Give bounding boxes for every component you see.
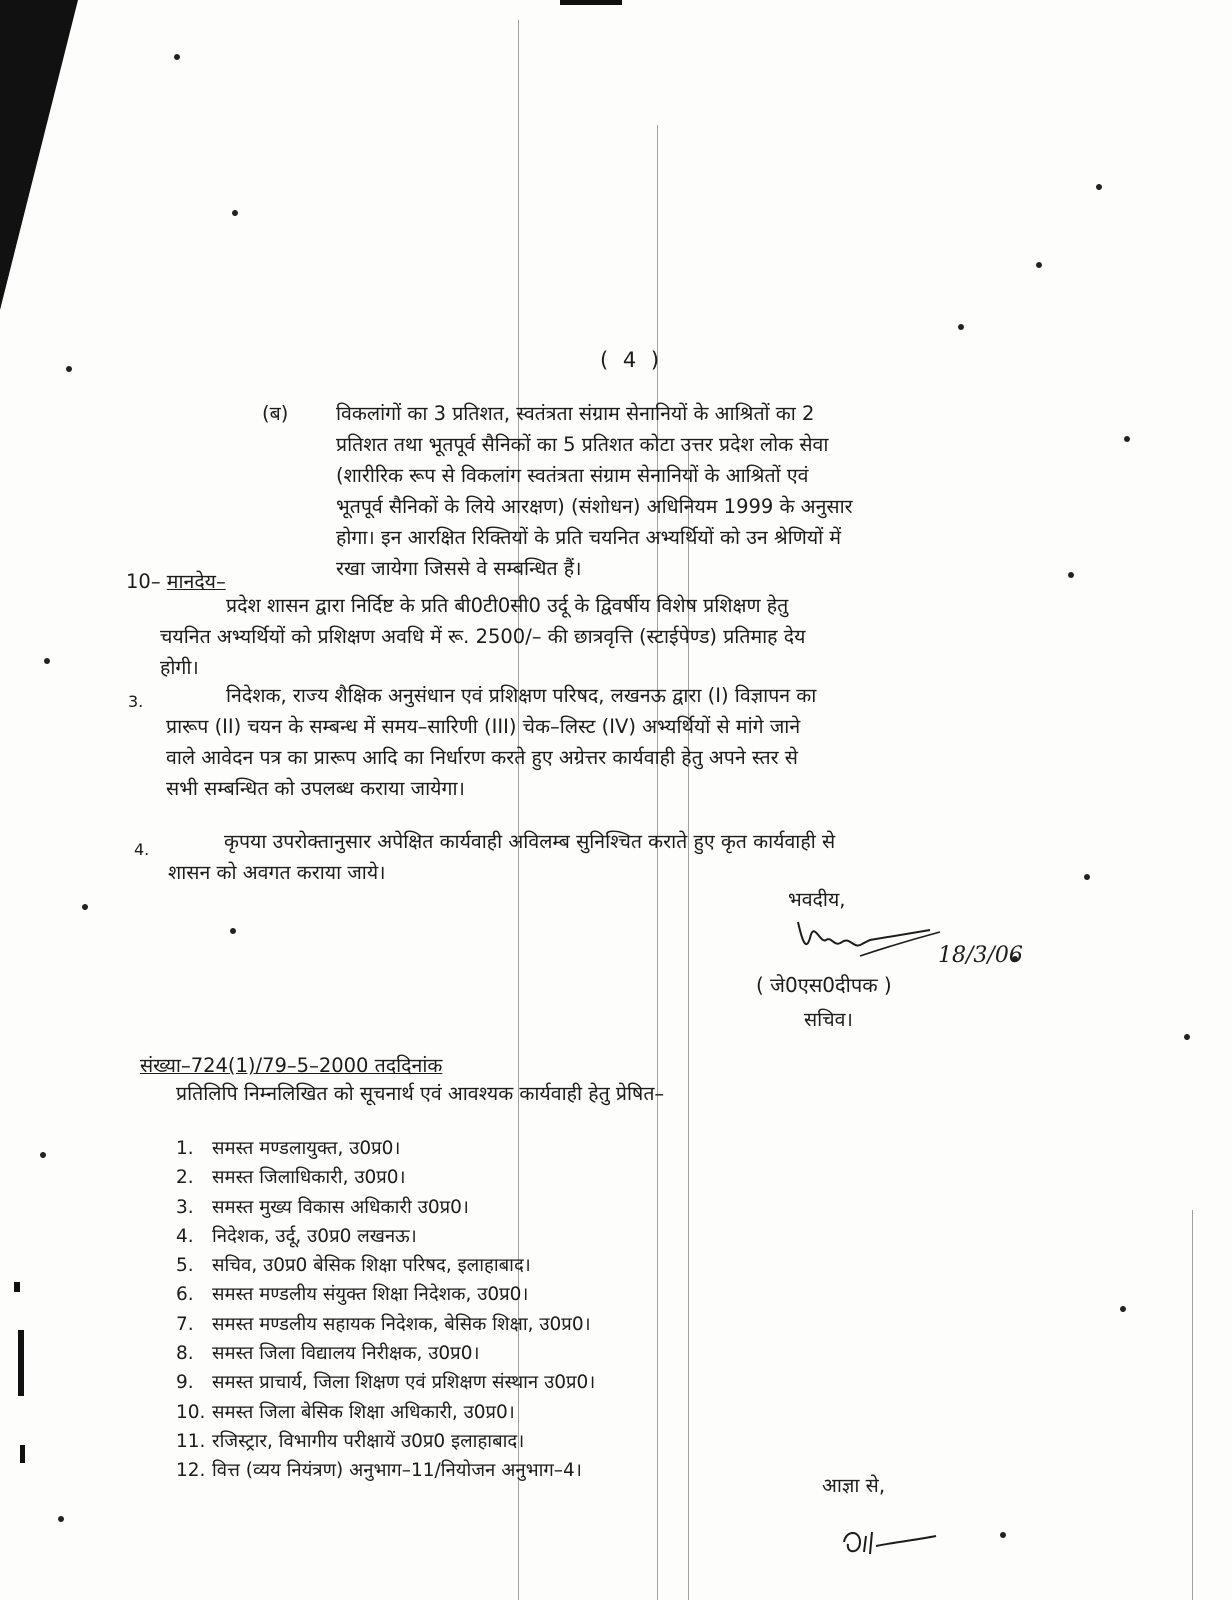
text-line: होगी। <box>160 656 199 679</box>
para-4-text <box>168 826 835 888</box>
scan-speck <box>1096 184 1102 190</box>
scan-mark <box>14 1282 20 1292</box>
fold-line <box>1192 1210 1193 1600</box>
list-item <box>176 1427 595 1456</box>
item-number: 11. <box>176 1430 206 1452</box>
section-number: 10– <box>126 570 161 593</box>
list-item <box>176 1193 595 1222</box>
text-line: प्रारूप (II) चयन के सम्बन्ध में समय–सारिणी (III) चेक–लिस्ट (IV) अभ्यर्थियों से मांगे जाने <box>166 715 801 738</box>
item-number: 6. <box>176 1284 194 1306</box>
text-line: शासन को अवगत कराया जाये। <box>168 861 386 884</box>
order-line: आज्ञा से, <box>822 1474 886 1497</box>
item-number: 5. <box>176 1255 194 1277</box>
scan-speck <box>1000 1532 1006 1538</box>
page-number: ( 4 ) <box>600 348 664 372</box>
text-line: चयनित अभ्यर्थियों को प्रशिक्षण अवधि में रू. 2500/– की छात्रवृत्ति (स्टाईपेण्ड) प्रतिमाह देय <box>160 625 806 648</box>
para-b-text <box>336 398 853 584</box>
list-item <box>176 1134 595 1163</box>
item-number: 12. <box>176 1460 206 1482</box>
item-number: 8. <box>176 1343 194 1365</box>
scan-speck <box>1084 874 1090 880</box>
scan-speck <box>230 928 236 934</box>
item-text: सचिव, उ0प्र0 बेसिक शिक्षा परिषद, इलाहाबाद। <box>212 1255 531 1277</box>
text-line: प्रदेश शासन द्वारा निर्दिष्ट के प्रति बी0टी0सी0 उर्दू के द्विवर्षीय विशेष प्रशिक्षण हेतु <box>226 594 789 617</box>
scan-shadow <box>0 0 78 310</box>
scan-speck <box>232 210 238 216</box>
para-3-number: 3. <box>128 692 144 711</box>
scan-speck <box>1036 262 1042 268</box>
signatory-designation: सचिव। <box>804 1008 853 1031</box>
copy-recipient-list <box>176 1134 595 1486</box>
text-line: सभी सम्बन्धित को उपलब्ध कराया जायेगा। <box>166 777 465 800</box>
list-item <box>176 1163 595 1192</box>
item-text: निदेशक, उर्दू, उ0प्र0 लखनऊ। <box>212 1225 417 1247</box>
item-text: समस्त जिला विद्यालय निरीक्षक, उ0प्र0। <box>212 1343 480 1365</box>
scan-speck <box>958 324 964 330</box>
list-item <box>176 1339 595 1368</box>
text-line: (शारीरिक रूप से विकलांग स्वतंत्रता संग्राम सेनानियों के आश्रितों एवं <box>336 464 809 487</box>
copy-intro: प्रतिलिपि निम्नलिखित को सूचनार्थ एवं आवश्यक कार्यवाही हेतु प्रेषित– <box>176 1082 665 1105</box>
signature-date: 18/3/06 <box>938 943 1023 968</box>
reference-number <box>140 1050 442 1081</box>
item-text: समस्त जिला बेसिक शिक्षा अधिकारी, उ0प्र0। <box>212 1401 515 1423</box>
item-number: 4. <box>176 1225 194 1247</box>
scan-speck <box>1184 1034 1190 1040</box>
item-text: समस्त मण्डलीय सहायक निदेशक, बेसिक शिक्षा, उ0प्र0। <box>212 1313 591 1335</box>
scan-mark <box>560 0 622 5</box>
item-number: 10. <box>176 1401 206 1423</box>
list-item <box>176 1222 595 1251</box>
scan-speck <box>174 54 180 60</box>
scan-speck <box>1068 572 1074 578</box>
list-item <box>176 1456 595 1485</box>
para-4-number: 4. <box>134 840 150 859</box>
item-number: 2. <box>176 1167 194 1189</box>
item-text: समस्त प्राचार्य, जिला शिक्षण एवं प्रशिक्षण संस्थान उ0प्र0। <box>212 1372 596 1394</box>
item-text: समस्त मण्डलायुक्त, उ0प्र0। <box>212 1138 401 1159</box>
text-line: वाले आवेदन पत्र का प्रारूप आदि का निर्धारण करते हुए अग्रेत्तर कार्यवाही हेतु अपने स्तर से <box>166 746 798 769</box>
initials-icon <box>836 1522 946 1562</box>
item-text: समस्त मण्डलीय संयुक्त शिक्षा निदेशक, उ0प्र0। <box>212 1284 529 1306</box>
reference-text: संख्या–724(1)/79–5–2000 तददिनांक <box>140 1054 443 1077</box>
item-text: वित्त (व्यय नियंत्रण) अनुभाग–11/नियोजन अनुभाग–4। <box>212 1460 582 1482</box>
text-line: निदेशक, राज्य शैक्षिक अनुसंधान एवं प्रशिक्षण परिषद, लखनऊ द्वारा (I) विज्ञापन का <box>226 684 817 707</box>
item-number: 1. <box>176 1138 194 1159</box>
text-line: कृपया उपरोक्तानुसार अपेक्षित कार्यवाही अविलम्ब सुनिश्चित कराते हुए कृत कार्यवाही से <box>224 830 836 853</box>
list-item <box>176 1251 595 1280</box>
scan-speck <box>1124 436 1130 442</box>
scan-mark <box>20 1445 25 1463</box>
text-line: प्रतिशत तथा भूतपूर्व सैनिकों का 5 प्रतिशत कोटा उत्तर प्रदेश लोक सेवा <box>336 433 829 456</box>
item-number: 7. <box>176 1313 194 1335</box>
scan-speck <box>1120 1306 1126 1312</box>
para-3-text <box>166 680 816 804</box>
item-number: 3. <box>176 1196 194 1218</box>
list-item <box>176 1280 595 1309</box>
para-b-label: (ब) <box>262 402 289 425</box>
scan-speck <box>44 658 50 664</box>
scan-speck <box>40 1152 46 1158</box>
scan-speck <box>66 366 72 372</box>
section-10-text <box>160 590 805 683</box>
text-line: विकलांगों का 3 प्रतिशत, स्वतंत्रता संग्राम सेनानियों के आश्रितों का 2 <box>336 402 815 425</box>
closing-salutation: भवदीय, <box>788 888 846 911</box>
item-text: समस्त मुख्य विकास अधिकारी उ0प्र0। <box>212 1196 469 1218</box>
text-line: रखा जायेगा जिससे वे सम्बन्धित हैं। <box>336 557 582 580</box>
item-text: रजिस्ट्रार, विभागीय परीक्षायें उ0प्र0 इलाहाबाद। <box>212 1430 525 1452</box>
text-line: होगा। इन आरक्षित रिक्तियों के प्रति चयनित अभ्यर्थियों को उन श्रेणियों में <box>336 526 842 549</box>
list-item <box>176 1368 595 1397</box>
section-title: मानदेय– <box>166 570 226 593</box>
scan-mark <box>18 1330 24 1396</box>
list-item <box>176 1398 595 1427</box>
text-line: भूतपूर्व सैनिकों के लिये आरक्षण) (संशोधन) अधिनियम 1999 के अनुसार <box>336 495 853 518</box>
item-text: समस्त जिलाधिकारी, उ0प्र0। <box>212 1167 406 1189</box>
scan-speck <box>82 904 88 910</box>
list-item <box>176 1310 595 1339</box>
item-number: 9. <box>176 1372 194 1394</box>
scan-speck <box>58 1516 64 1522</box>
signatory-name: ( जे0एस0दीपक ) <box>756 973 892 997</box>
